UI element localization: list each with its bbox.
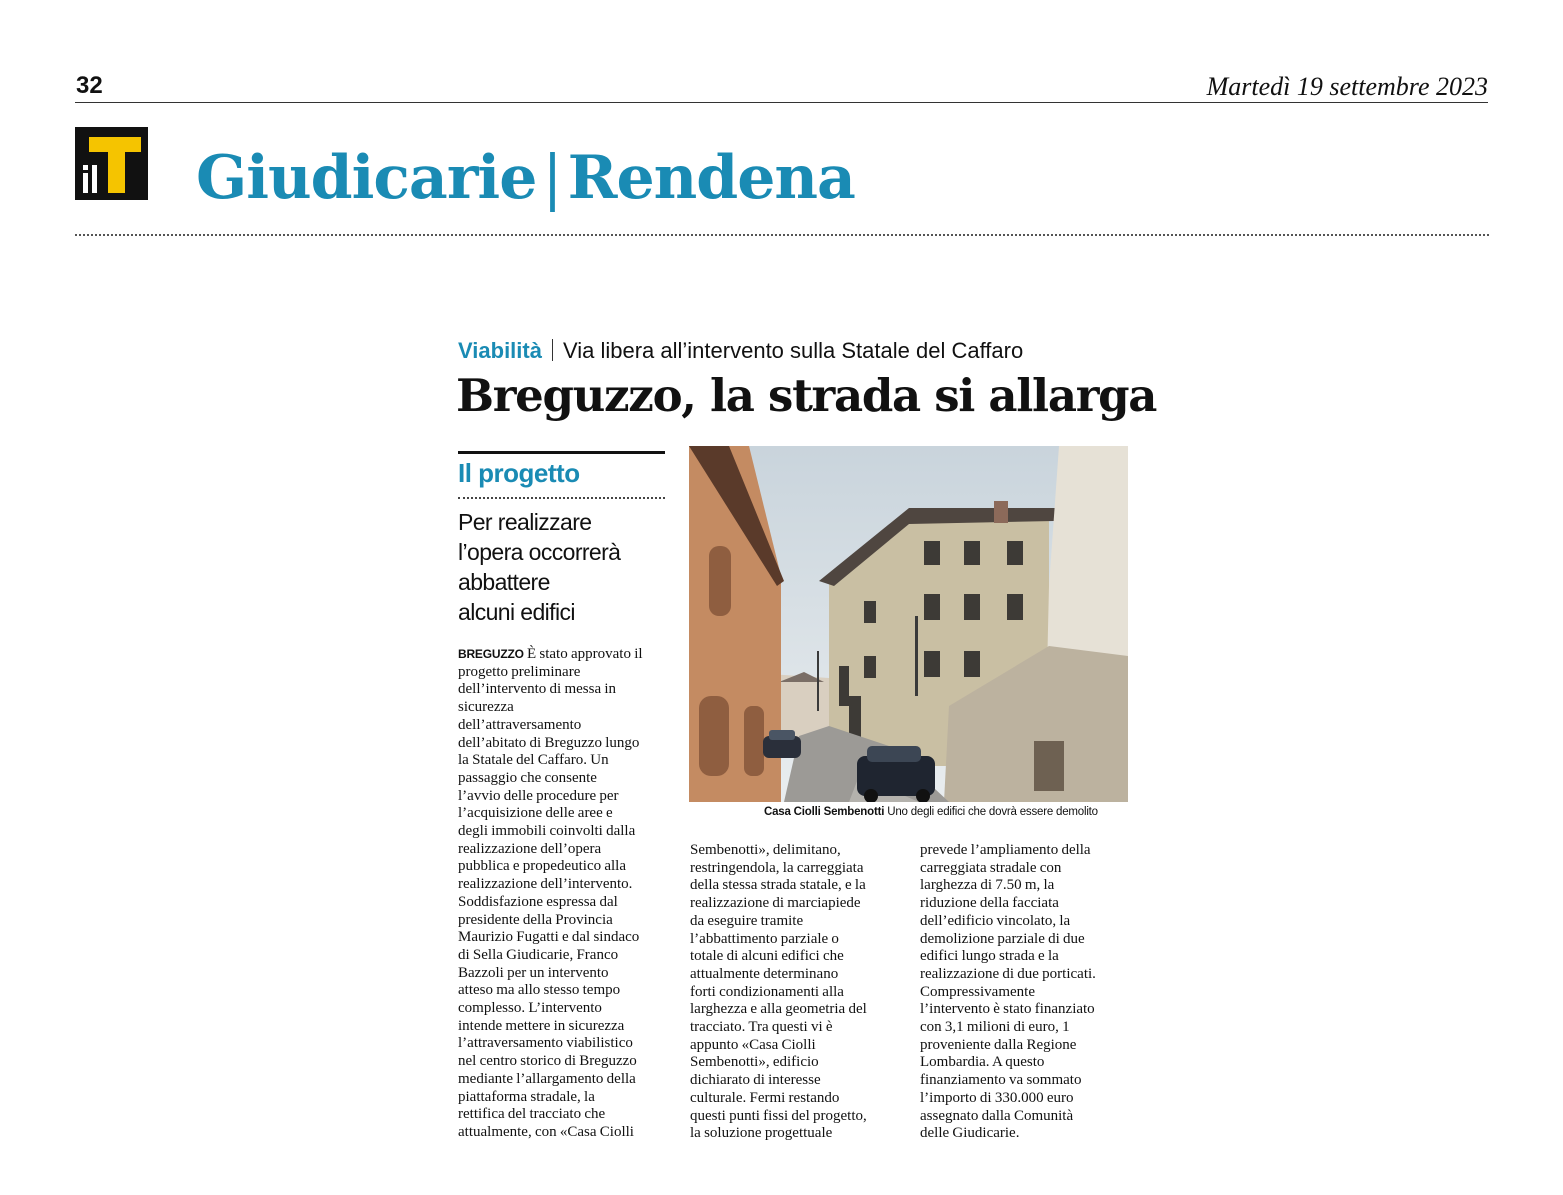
article-photo xyxy=(689,446,1128,802)
box-top-rule xyxy=(458,451,665,454)
box-dotted-rule xyxy=(458,497,665,499)
article-text-line: assegnato dalla Comunità xyxy=(920,1107,1074,1124)
section-dotted-rule xyxy=(75,234,1489,236)
article-text-line: Sembenotti», delimitano, xyxy=(690,842,841,858)
article-text-line: l’acquisizione delle aree e xyxy=(458,805,613,822)
article-text-line: di Sella Giudicarie, Franco xyxy=(458,946,619,963)
article-text-line: prevede l’ampliamento della xyxy=(920,842,1091,858)
article-text-line: rettifica del tracciato che xyxy=(458,1106,606,1123)
section-title xyxy=(196,138,855,218)
il-t-logo-icon xyxy=(75,127,148,200)
article-text-line: carreggiata stradale con xyxy=(920,859,1062,876)
article-text-line: dell’edificio vincolato, la xyxy=(920,912,1071,929)
article-text-line: l’attraversamento viabilistico xyxy=(458,1035,633,1052)
box-summary-line: l’opera occorrerà xyxy=(458,539,621,565)
article-text-line: della stessa strada statale, e la xyxy=(690,877,866,894)
article-text-line: l’abbattimento parziale o xyxy=(690,930,839,947)
article-text-line: Compressivamente xyxy=(920,983,1035,1000)
article-text-line: delle Giudicarie. xyxy=(920,1125,1020,1142)
article-text-line: sicurezza xyxy=(458,699,514,716)
kicker-divider xyxy=(552,339,553,361)
article-text-line: mediante l’allargamento della xyxy=(458,1070,636,1087)
article-column-1 xyxy=(458,646,671,1142)
article-text-line: Sembenotti», edificio xyxy=(690,1054,819,1071)
article-text-line: complesso. L’intervento xyxy=(458,1000,602,1017)
article-text-segment: È stato approvato il xyxy=(523,646,643,662)
box-summary-line: alcuni edifici xyxy=(458,599,575,625)
article-text-line: realizzazione di due porticati. xyxy=(920,965,1096,982)
box-summary xyxy=(458,507,668,627)
article-text-line: dichiarato di interesse xyxy=(690,1072,821,1089)
article-text-line: questi punti fissi del progetto, xyxy=(690,1107,867,1124)
article-text-line: realizzazione dell’intervento. xyxy=(458,876,633,893)
article-text-line: presidente della Provincia xyxy=(458,911,613,928)
box-summary-line: abbattere xyxy=(458,569,550,595)
header-rule xyxy=(75,102,1488,103)
dateline: BREGUZZO xyxy=(458,647,524,661)
article-text-line: larghezza di 7.50 m, la xyxy=(920,877,1055,894)
article-text-line: appunto «Casa Ciolli xyxy=(690,1036,816,1053)
newspaper-logo xyxy=(75,127,148,200)
street-photo-illustration xyxy=(689,446,1128,802)
article-text-line: culturale. Fermi restando xyxy=(690,1089,840,1106)
article-text-line: forti condizionamenti alla xyxy=(690,983,844,1000)
article-text-line: Lombardia. A questo xyxy=(920,1054,1045,1071)
article-text-line: la soluzione progettuale xyxy=(690,1125,833,1142)
article-text-line: restringendola, la carreggiata xyxy=(690,859,864,876)
article-text-line: dell’abitato di Breguzzo lungo xyxy=(458,734,640,751)
article-text-line: Bazzoli per un intervento xyxy=(458,964,609,981)
caption-text: Uno degli edifici che dovrà essere demolito xyxy=(887,806,1098,818)
issue-date: Martedì 19 settembre 2023 xyxy=(1206,72,1488,101)
article-text-line: l’importo di 330.000 euro xyxy=(920,1089,1074,1106)
article-text-line: degli immobili coinvolti dalla xyxy=(458,823,636,840)
article-text-line xyxy=(458,646,671,664)
article-text-line: riduzione della facciata xyxy=(920,895,1059,912)
article-text-line: totale di alcuni edifici che xyxy=(690,948,844,965)
page-number: 32 xyxy=(76,72,103,99)
article-text-line: Soddisfazione espressa dal xyxy=(458,893,618,910)
article-text-line: demolizione parziale di due xyxy=(920,930,1085,947)
article-column-2 xyxy=(690,842,903,1143)
photo-caption xyxy=(764,806,1098,818)
article-text-line: larghezza e alla geometria del xyxy=(690,1001,867,1018)
article-text-line: l’avvio delle procedure per xyxy=(458,787,619,804)
article-text-line: la Statale del Caffaro. Un xyxy=(458,752,609,769)
article-text-line: piattaforma stradale, la xyxy=(458,1088,595,1105)
section-title-right: Rendena xyxy=(567,143,855,213)
article-headline: Breguzzo, la strada si allarga xyxy=(456,369,1157,422)
article-text-line: atteso ma allo stesso tempo xyxy=(458,982,621,999)
article-text-line: Maurizio Fugatti e dal sindaco xyxy=(458,929,640,946)
box-summary-line: Per realizzare xyxy=(458,509,592,535)
article-text-line: attualmente, con «Casa Ciolli xyxy=(458,1123,634,1140)
article-text-line: intende mettere in sicurezza xyxy=(458,1017,625,1034)
article-kicker xyxy=(458,336,1023,366)
article-text-line: realizzazione dell’opera xyxy=(458,840,602,857)
article-text-line: tracciato. Tra questi vi è xyxy=(690,1019,833,1036)
article-text-line: dell’attraversamento xyxy=(458,716,582,733)
caption-title: Casa Ciolli Sembenotti xyxy=(764,806,885,818)
article-text-line: con 3,1 milioni di euro, 1 xyxy=(920,1019,1070,1036)
kicker-text: Via libera all’intervento sulla Statale del Caffaro xyxy=(562,338,1024,363)
article-text-line: realizzazione di marciapiede xyxy=(690,895,861,912)
section-title-left: Giudicarie xyxy=(196,143,537,213)
article-text-line: passaggio che consente xyxy=(458,769,597,786)
article-text-line: edifici lungo strada e la xyxy=(920,948,1059,965)
article-text-line: l’intervento è stato finanziato xyxy=(920,1001,1095,1018)
article-text-line: da eseguire tramite xyxy=(690,912,804,929)
article-text-line: attualmente determinano xyxy=(690,965,839,982)
article-text-line: dell’intervento di messa in xyxy=(458,681,617,698)
article-text-line: progetto preliminare xyxy=(458,663,581,680)
box-title: Il progetto xyxy=(458,458,580,488)
article-text-line: proveniente dalla Regione xyxy=(920,1036,1077,1053)
kicker-label: Viabilità xyxy=(458,338,542,363)
article-text-line: finanziamento va sommato xyxy=(920,1072,1082,1089)
article-column-3 xyxy=(920,842,1133,1143)
article-text-line: pubblica e propedeutico alla xyxy=(458,858,627,875)
article-text-line: nel centro storico di Breguzzo xyxy=(458,1053,637,1070)
section-separator: | xyxy=(542,143,562,213)
